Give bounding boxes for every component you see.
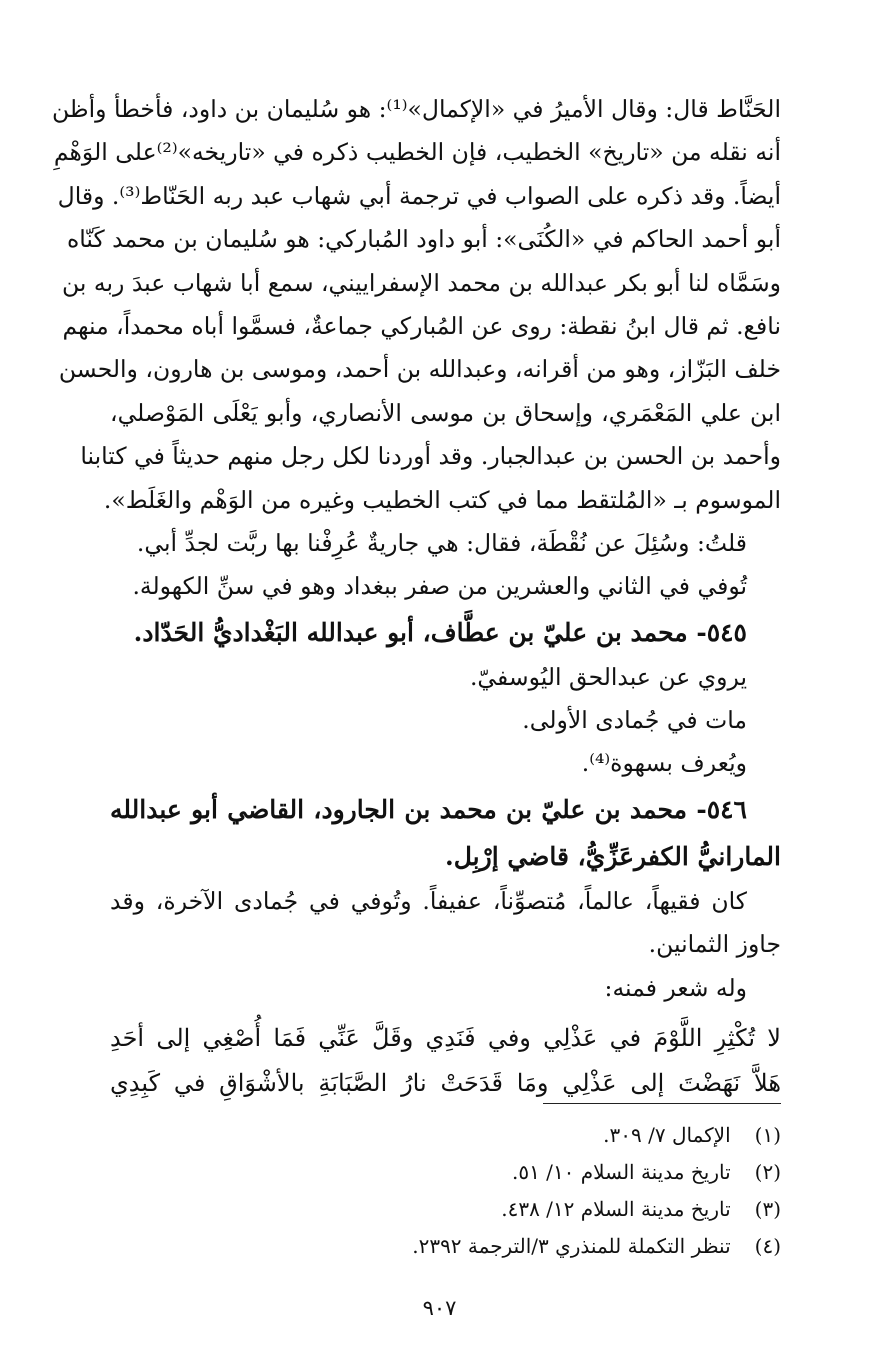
- entry-545-line: ويُعرف بسهوة⁽⁴⁾.: [581, 749, 747, 778]
- entry-546-line: وله شعر فمنه:: [604, 973, 747, 1002]
- entry-546-heading-cont: المارانيُّ الكفرعَزِّيُّ، قاضي إرْبِل.: [445, 841, 781, 871]
- text-line: أنه نقله من «تاريخ» الخطيب، فإن الخطيب ذكره في «تاريخه»⁽²⁾على الوَهْمِ: [53, 138, 781, 167]
- footnote-number: (٣): [754, 1197, 781, 1221]
- poem-verse: هَلاَّ نَهَضْتَ إلى عَذْلِي ومَا قَدَحَتْ نارُ الصَّبَابَةِ بالأشْوَاقِ في كَبِدِي: [110, 1069, 781, 1098]
- text-line: وسَمَّاه لنا أبو بكر عبدالله بن محمد الإسفراييني، سمع أبا شهاب عبدَ ربه بن: [61, 268, 781, 297]
- footnote-number: (٢): [754, 1160, 781, 1184]
- entry-545-line: يروي عن عبدالحق اليُوسفيّ.: [469, 662, 747, 691]
- entry-546-line: جاوز الثمانين.: [648, 930, 781, 959]
- page-number: ٩٠٧: [422, 1296, 457, 1320]
- footnote: [200, 1117, 781, 1154]
- text-line: قلتُ: وسُئِلَ عن نُقْطَة، فقال: هي جاريةٌ عُرِفْنا بها ربَّت لجدِّ أبي.: [136, 528, 747, 557]
- poem-verse: لا تُكْثِرِ اللَّوْمَ في عَذْلِي وفي فَنَدِي وقَلَّ عَنِّي فَمَا أُصْغِي إلى أحَدِ: [110, 1024, 781, 1053]
- text-line: ابن علي المَعْمَري، وإسحاق بن موسى الأنصاري، وأبو يَعْلَى المَوْصلي،: [110, 398, 781, 427]
- main-text: [52, 88, 781, 1106]
- text-line: أيضاً. وقد ذكره على الصواب في ترجمة أبي شهاب عبد ربه الحَنّاط⁽³⁾. وقال: [57, 181, 781, 210]
- footnote: [200, 1154, 781, 1191]
- entry-545-line: مات في جُمادى الأولى.: [522, 706, 747, 735]
- footnote-text: تاريخ مدينة السلام ١٠/ ٥١.: [511, 1160, 731, 1184]
- footnote-text: الإكمال ٧/ ٣٠٩.: [603, 1123, 731, 1147]
- text-line: نافع. ثم قال ابنُ نقطة: روى عن المُباركي جماعةٌ، فسمَّوا أباه محمداً، منهم: [62, 311, 781, 340]
- footnote: [200, 1191, 781, 1228]
- text-line: تُوفي في الثاني والعشرين من صفر ببغداد وهو في سنِّ الكهولة.: [132, 572, 747, 601]
- text-line: خلف البَزّاز، وهو من أقرانه، وعبدالله بن أحمد، وموسى بن هارون، والحسن: [58, 355, 781, 384]
- entry-546-line: كان فقيهاً، عالماً، مُتصوِّناً، عفيفاً. وتُوفي في جُمادى الآخرة، وقد: [110, 886, 747, 915]
- footnote-text: تنظر التكملة للمنذري ٣/الترجمة ٢٣٩٢.: [412, 1234, 731, 1258]
- poem: [110, 1016, 781, 1106]
- footnote-divider: [543, 1103, 781, 1104]
- footnotes: [200, 1117, 781, 1265]
- entry-546-heading: ٥٤٦- محمد بن عليّ بن محمد بن الجارود، القاضي أبو عبدالله: [110, 794, 747, 824]
- text-line: الموسوم بـ «المُلتقط مما في كتب الخطيب وغيره من الوَهْم والغَلَط».: [103, 485, 781, 514]
- entry-545-heading: ٥٤٥- محمد بن عليّ بن عطَّاف، أبو عبدالله البَغْداديُّ الحَدّاد.: [133, 617, 747, 647]
- text-line: وأحمد بن الحسن بن عبدالجبار. وقد أوردنا لكل رجل منهم حديثاً في كتابنا: [80, 442, 781, 471]
- footnote: [200, 1228, 781, 1265]
- text-line: الحَنَّاط قال: وقال الأميرُ في «الإكمال»⁽¹⁾: هو سُليمان بن داود، فأخطأ وأظن: [52, 95, 781, 123]
- text-line: أبو أحمد الحاكم في «الكُنَى»: أبو داود المُباركي: هو سُليمان بن محمد كَنّاه: [66, 225, 781, 254]
- footnote-number: (١): [754, 1123, 781, 1147]
- footnote-text: تاريخ مدينة السلام ١٢/ ٤٣٨.: [501, 1197, 731, 1221]
- footnote-number: (٤): [754, 1234, 781, 1258]
